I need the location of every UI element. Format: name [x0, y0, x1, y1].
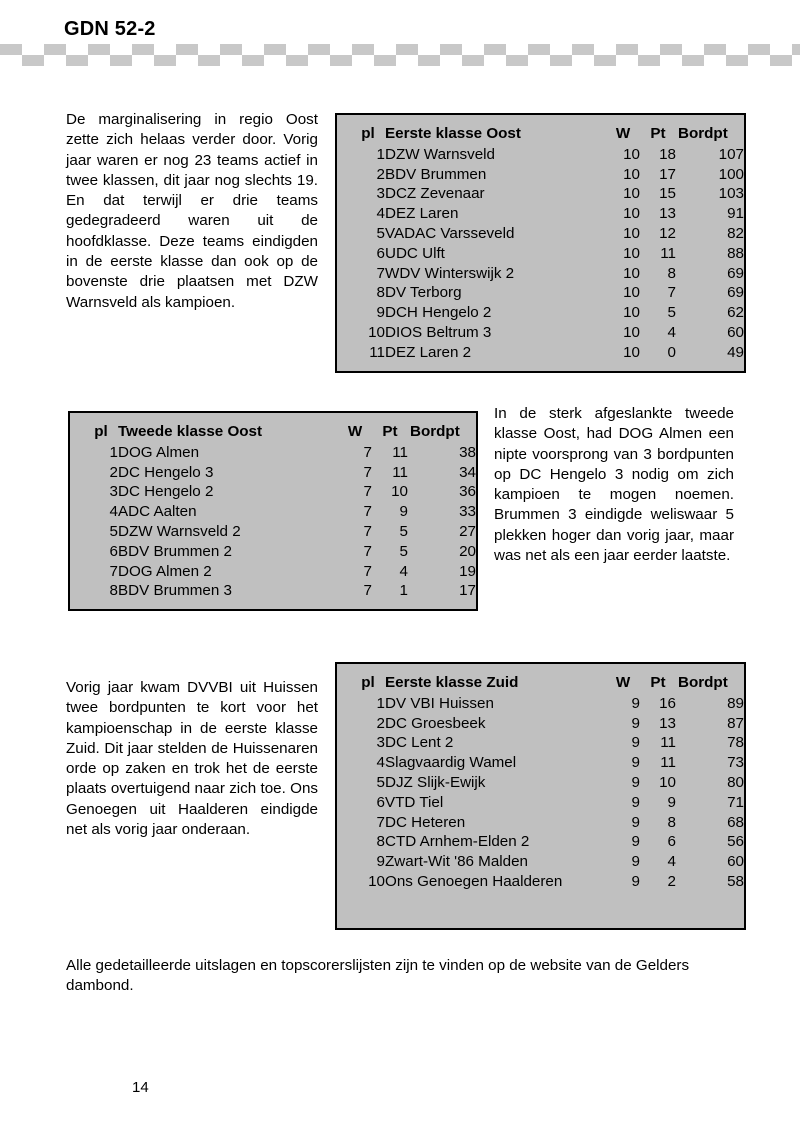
table-row [351, 145, 744, 165]
cell-team: DC Hengelo 3 [118, 463, 214, 481]
cell-pl: 8 [376, 833, 385, 851]
cell-team: DC Groesbeek [385, 714, 486, 732]
cell-bordpt: 71 [727, 793, 744, 811]
cell-team: DJZ Slijk-Ewijk [385, 773, 486, 791]
table-row [351, 283, 744, 303]
cell-w: 7 [363, 582, 372, 600]
checker-row-top [0, 44, 800, 55]
cell-team: DOG Almen [118, 443, 200, 461]
standings-grid [351, 124, 744, 363]
table-row [351, 832, 744, 852]
cell-w: 9 [631, 694, 640, 712]
table-header [84, 422, 476, 443]
cell-pl: 6 [376, 793, 385, 811]
cell-team: CTD Arnhem-Elden 2 [385, 833, 530, 851]
cell-w: 10 [623, 165, 640, 183]
cell-pl: 11 [369, 343, 385, 361]
cell-w: 9 [631, 793, 640, 811]
cell-w: 10 [623, 244, 640, 262]
cell-w: 7 [363, 542, 372, 560]
cell-pt: 9 [667, 793, 676, 811]
cell-team: DCZ Zevenaar [385, 185, 485, 203]
cell-w: 7 [363, 483, 372, 501]
table-header [351, 673, 744, 694]
cell-pt: 8 [667, 813, 676, 831]
cell-team: DZW Warnsveld [385, 145, 495, 163]
cell-team: DV Terborg [385, 284, 462, 302]
column-header-bordpt: Bordpt [410, 423, 460, 440]
cell-bordpt: 82 [727, 224, 744, 242]
cell-pt: 17 [659, 165, 676, 183]
cell-w: 10 [623, 145, 640, 163]
paragraph-eerste-klasse-zuid: Vorig jaar kwam DVVBI uit Huissen twee bordpunten te kort voor het kampioenschap in de eerste klasse Zuid. Dit jaar stelden de Huissenaren orde op zaken en trok het de eerste plaats overtuigend naar zich toe. Ons Genoegen uit Haalderen eindigde net als vorig jaar onderaan. [66, 679, 318, 839]
column-header-w: W [615, 674, 631, 691]
cell-bordpt: 73 [727, 754, 744, 772]
cell-team: WDV Winterswijk 2 [385, 264, 515, 282]
cell-bordpt: 36 [459, 483, 476, 501]
cell-team: Ons Genoegen Haalderen [385, 872, 563, 890]
table-row [351, 733, 744, 753]
cell-bordpt: 69 [727, 284, 744, 302]
cell-pl: 9 [376, 853, 385, 871]
paragraph-eerste-klasse-oost: De marginalisering in regio Oost zette zich helaas verder door. Vorig jaar waren er nog 23 teams actief in twee klassen, dit jaar nog slechts 19. En dat terwijl er drie teams gedegradeerd waren uit de hoofdklasse. Deze teams eindigden in de eerste klasse dan ook op de bovenste drie plaatsen met DZW Warnsveld als kampioen. [66, 111, 318, 311]
cell-pt: 11 [392, 443, 408, 461]
cell-pt: 13 [659, 714, 676, 732]
cell-w: 7 [363, 503, 372, 521]
table-row [351, 852, 744, 872]
cell-pt: 5 [667, 304, 676, 322]
cell-w: 10 [623, 224, 640, 242]
cell-pt: 5 [399, 542, 408, 560]
cell-pl: 2 [109, 463, 118, 481]
table-header-row [351, 124, 744, 145]
table-row [84, 562, 476, 582]
cell-team: DCH Hengelo 2 [385, 304, 492, 322]
column-header-pt: Pt [650, 674, 666, 691]
standings-table-tweede-klasse-oost [68, 411, 478, 611]
standings-grid [351, 673, 744, 892]
column-header-bordpt: Bordpt [678, 674, 728, 691]
cell-pt: 6 [667, 833, 676, 851]
cell-w: 7 [363, 443, 372, 461]
cell-w: 9 [631, 754, 640, 772]
cell-pl: 10 [368, 872, 385, 890]
table-row [84, 482, 476, 502]
cell-team: DEZ Laren 2 [385, 343, 472, 361]
standings-grid [84, 422, 476, 601]
cell-team: VTD Tiel [385, 793, 444, 811]
cell-pl: 5 [376, 224, 385, 242]
cell-pl: 4 [376, 754, 385, 772]
cell-pt: 16 [659, 694, 676, 712]
cell-bordpt: 87 [727, 714, 744, 732]
column-header-team: Eerste klasse Oost [385, 125, 521, 142]
cell-bordpt: 60 [727, 853, 744, 871]
table-row [351, 793, 744, 813]
cell-w: 10 [623, 284, 640, 302]
cell-pl: 8 [109, 582, 118, 600]
cell-w: 7 [363, 463, 372, 481]
standings-table-eerste-klasse-oost [335, 113, 746, 373]
table-row [84, 443, 476, 463]
cell-w: 9 [631, 833, 640, 851]
table-row [351, 714, 744, 734]
page-header [0, 0, 800, 70]
column-header-pl: pl [361, 125, 375, 142]
cell-pl: 5 [109, 522, 118, 540]
cell-pl: 3 [376, 185, 385, 203]
cell-w: 10 [623, 343, 640, 361]
cell-bordpt: 88 [727, 244, 744, 262]
cell-bordpt: 62 [727, 304, 744, 322]
cell-bordpt: 91 [727, 205, 744, 223]
table-row [351, 244, 744, 264]
cell-bordpt: 68 [727, 813, 744, 831]
checker-row-bottom [0, 55, 800, 66]
cell-bordpt: 107 [718, 145, 744, 163]
cell-pl: 3 [376, 734, 385, 752]
cell-team: DIOS Beltrum 3 [385, 323, 492, 341]
table-row [351, 773, 744, 793]
cell-w: 7 [363, 522, 372, 540]
cell-team: DOG Almen 2 [118, 562, 212, 580]
table-row [351, 184, 744, 204]
cell-pt: 12 [659, 224, 676, 242]
cell-team: DEZ Laren [385, 205, 459, 223]
cell-w: 9 [631, 813, 640, 831]
cell-team: BDV Brummen 3 [118, 582, 232, 600]
column-header-bordpt: Bordpt [678, 125, 728, 142]
cell-w: 10 [623, 185, 640, 203]
table-row [84, 522, 476, 542]
table-row [351, 872, 744, 892]
column-header-team: Eerste klasse Zuid [385, 674, 519, 691]
page-title: GDN 52-2 [64, 18, 156, 40]
checkered-band-decoration [0, 44, 800, 66]
cell-team: BDV Brummen [385, 165, 487, 183]
table-row [84, 502, 476, 522]
cell-pt: 7 [667, 284, 676, 302]
cell-pt: 4 [399, 562, 408, 580]
cell-w: 9 [631, 872, 640, 890]
cell-pl: 8 [376, 284, 385, 302]
cell-pt: 2 [667, 872, 676, 890]
cell-team: VADAC Varsseveld [385, 224, 515, 242]
cell-pl: 6 [109, 542, 118, 560]
cell-bordpt: 58 [727, 872, 744, 890]
table-row [351, 224, 744, 244]
cell-team: Zwart-Wit '86 Malden [385, 853, 528, 871]
cell-bordpt: 49 [727, 343, 744, 361]
cell-pl: 1 [109, 443, 118, 461]
table-row [351, 264, 744, 284]
column-header-pl: pl [94, 423, 108, 440]
paragraph-footer-note: Alle gedetailleerde uitslagen en topscorerslijsten zijn te vinden op de website van de Gelders dambond. [66, 957, 690, 995]
cell-pt: 18 [659, 145, 676, 163]
cell-pl: 1 [376, 145, 385, 163]
column-header-w: W [347, 423, 363, 440]
table-body [84, 443, 476, 601]
column-header-team: Tweede klasse Oost [118, 423, 263, 440]
cell-pl: 4 [109, 503, 118, 521]
cell-w: 10 [623, 323, 640, 341]
cell-pt: 8 [667, 264, 676, 282]
cell-w: 9 [631, 853, 640, 871]
cell-team: BDV Brummen 2 [118, 542, 232, 560]
table-row [84, 463, 476, 483]
table-header [351, 124, 744, 145]
cell-bordpt: 19 [459, 562, 476, 580]
cell-w: 10 [623, 264, 640, 282]
cell-team: DC Heteren [385, 813, 466, 831]
cell-pt: 9 [399, 503, 408, 521]
cell-pl: 10 [368, 323, 385, 341]
table-row [84, 542, 476, 562]
table-row [351, 323, 744, 343]
cell-pt: 15 [659, 185, 676, 203]
cell-pl: 6 [376, 244, 385, 262]
cell-bordpt: 100 [718, 165, 744, 183]
table-row [351, 303, 744, 323]
table-body [351, 145, 744, 363]
cell-pl: 9 [376, 304, 385, 322]
cell-team: DC Lent 2 [385, 734, 454, 752]
cell-bordpt: 80 [727, 773, 744, 791]
cell-team: DC Hengelo 2 [118, 483, 214, 501]
cell-w: 7 [363, 562, 372, 580]
cell-pt: 0 [667, 343, 676, 361]
cell-bordpt: 78 [727, 734, 744, 752]
cell-pl: 7 [109, 562, 118, 580]
table-row [351, 813, 744, 833]
table-body [351, 694, 744, 892]
cell-bordpt: 89 [727, 694, 744, 712]
cell-bordpt: 56 [727, 833, 744, 851]
cell-team: UDC Ulft [385, 244, 445, 262]
page-number: 14 [132, 1079, 149, 1096]
table-row [84, 581, 476, 601]
cell-bordpt: 60 [727, 323, 744, 341]
cell-pl: 5 [376, 773, 385, 791]
cell-w: 9 [631, 734, 640, 752]
cell-team: ADC Aalten [118, 503, 197, 521]
cell-pt: 11 [660, 754, 676, 772]
cell-team: Slagvaardig Wamel [385, 754, 517, 772]
standings-table-eerste-klasse-zuid [335, 662, 746, 930]
table-row [351, 343, 744, 363]
table-row [351, 753, 744, 773]
cell-pl: 4 [376, 205, 385, 223]
cell-pt: 13 [659, 205, 676, 223]
cell-pt: 10 [391, 483, 408, 501]
cell-pt: 4 [667, 853, 676, 871]
cell-team: DV VBI Huissen [385, 694, 494, 712]
cell-bordpt: 34 [459, 463, 476, 481]
cell-pl: 2 [376, 165, 385, 183]
cell-pl: 2 [376, 714, 385, 732]
column-header-pt: Pt [382, 423, 398, 440]
table-row [351, 694, 744, 714]
cell-pt: 4 [667, 323, 676, 341]
cell-w: 9 [631, 773, 640, 791]
cell-bordpt: 27 [459, 522, 476, 540]
cell-bordpt: 33 [459, 503, 476, 521]
cell-pt: 11 [660, 244, 676, 262]
cell-bordpt: 38 [459, 443, 476, 461]
cell-bordpt: 20 [459, 542, 476, 560]
column-header-pt: Pt [650, 125, 666, 142]
cell-pl: 7 [376, 264, 385, 282]
cell-w: 10 [623, 205, 640, 223]
table-header-row [351, 673, 744, 694]
table-row [351, 204, 744, 224]
cell-pt: 11 [392, 463, 408, 481]
cell-bordpt: 69 [727, 264, 744, 282]
cell-w: 9 [631, 714, 640, 732]
paragraph-tweede-klasse-oost: In de sterk afgeslankte tweede klasse Oost, had DOG Almen een nipte voorsprong van 3 bordpunten op DC Hengelo 3 nodig om zich kampioen te mogen noemen. Brummen 3 eindigde weliswaar 5 plekken hoger dan vorig jaar, maar was net als een jaar eerder laatste. [494, 405, 734, 565]
cell-team: DZW Warnsveld 2 [118, 522, 241, 540]
table-row [351, 165, 744, 185]
cell-pt: 5 [399, 522, 408, 540]
cell-bordpt: 103 [718, 185, 744, 203]
cell-pt: 10 [659, 773, 676, 791]
table-header-row [84, 422, 476, 443]
cell-pl: 7 [376, 813, 385, 831]
cell-w: 10 [623, 304, 640, 322]
column-header-pl: pl [361, 674, 375, 691]
cell-pt: 11 [660, 734, 676, 752]
cell-bordpt: 17 [459, 582, 476, 600]
cell-pt: 1 [399, 582, 408, 600]
column-header-w: W [615, 125, 631, 142]
cell-pl: 1 [376, 694, 385, 712]
cell-pl: 3 [109, 483, 118, 501]
